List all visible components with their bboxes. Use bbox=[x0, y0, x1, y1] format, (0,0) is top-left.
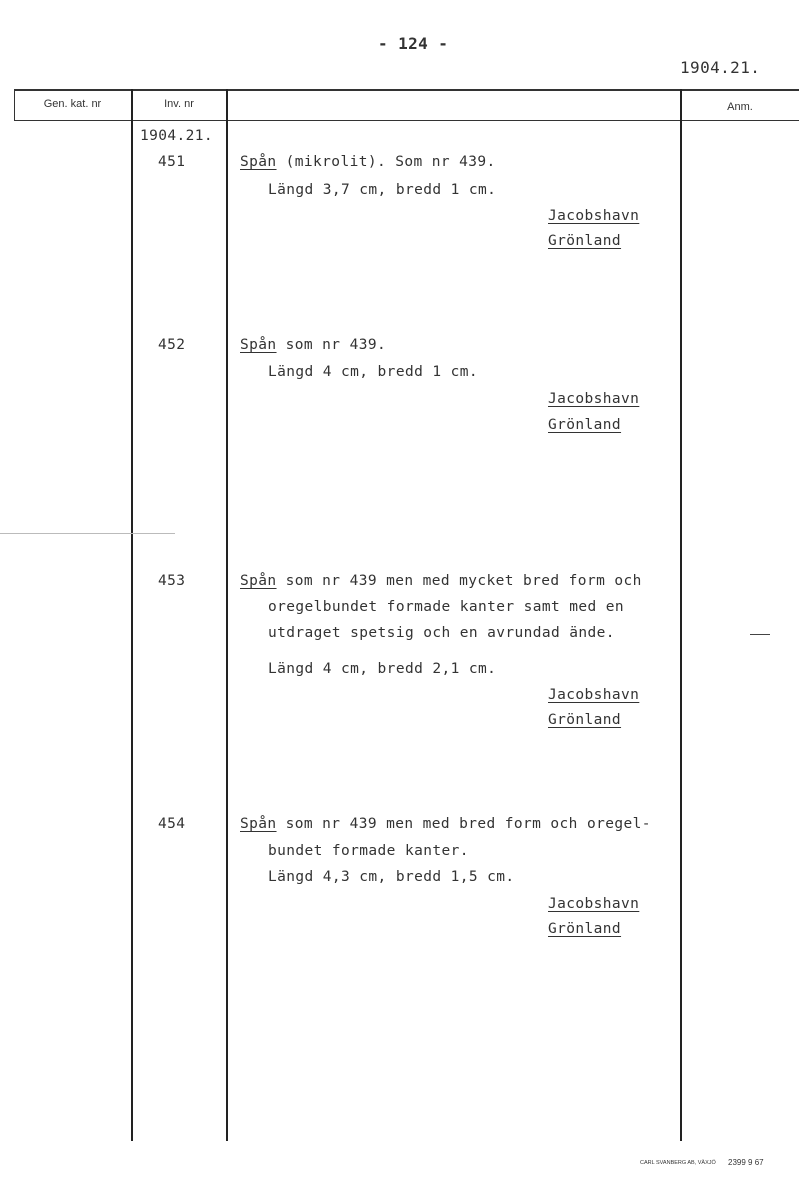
entry-453-place2: Grönland bbox=[548, 712, 622, 728]
entry-454-line1-text: som nr 439 men med bred form och oregel- bbox=[276, 816, 651, 832]
entry-453-line2: oregelbundet formade kanter samt med en bbox=[268, 599, 625, 615]
header-gen-kat-nr: Gen. kat. nr bbox=[43, 98, 102, 110]
page-number: - 124 - bbox=[378, 34, 449, 53]
footer-printer: CARL SVANBERG AB, VÄXJÖ bbox=[640, 1160, 716, 1166]
entry-453-line1-text: som nr 439 men med mycket bred form och bbox=[276, 573, 642, 589]
entry-452-line2: Längd 4 cm, bredd 1 cm. bbox=[268, 364, 478, 380]
entry-454-place2: Grönland bbox=[548, 921, 622, 937]
entry-454-line1 bbox=[240, 816, 651, 832]
year-code-row: 1904.21. bbox=[140, 128, 214, 144]
inv-nr-451: 451 bbox=[158, 154, 186, 170]
entry-453-line3: utdraget spetsig och en avrundad ände. bbox=[268, 625, 615, 641]
entry-454-line2: bundet formade kanter. bbox=[268, 843, 469, 859]
entry-451-heading: Spån bbox=[240, 154, 277, 170]
header-inv-nr: Inv. nr bbox=[164, 98, 194, 110]
year-code-top: 1904.21. bbox=[680, 58, 761, 77]
margin-mark-left bbox=[0, 533, 175, 534]
inv-nr-452: 452 bbox=[158, 337, 186, 353]
entry-453-heading: Spån bbox=[240, 573, 277, 589]
header-anm: Anm. bbox=[727, 101, 753, 113]
entry-452-place1: Jacobshavn bbox=[548, 391, 640, 407]
entry-452-line1 bbox=[240, 337, 386, 353]
inv-nr-453: 453 bbox=[158, 573, 186, 589]
entry-454-heading: Spån bbox=[240, 816, 277, 832]
entry-453-line4: Längd 4 cm, bredd 2,1 cm. bbox=[268, 661, 497, 677]
entry-454-line3: Längd 4,3 cm, bredd 1,5 cm. bbox=[268, 869, 515, 885]
entry-452-heading: Spån bbox=[240, 337, 277, 353]
header-description bbox=[227, 90, 680, 118]
entry-451-place2: Grönland bbox=[548, 233, 622, 249]
inv-nr-454: 454 bbox=[158, 816, 186, 832]
entry-453-place1: Jacobshavn bbox=[548, 687, 640, 703]
col-divider-3 bbox=[680, 89, 682, 1141]
entry-454-place1: Jacobshavn bbox=[548, 896, 640, 912]
entry-453-line1 bbox=[240, 573, 642, 589]
entry-451-line1-text: (mikrolit). Som nr 439. bbox=[276, 154, 496, 170]
entry-451-line1 bbox=[240, 154, 496, 170]
col-divider-1 bbox=[131, 89, 133, 1141]
col-divider-2 bbox=[226, 89, 228, 1141]
footer-code: 2399 9 67 bbox=[728, 1158, 764, 1167]
entry-451-place1: Jacobshavn bbox=[548, 208, 640, 224]
entry-451-line2: Längd 3,7 cm, bredd 1 cm. bbox=[268, 182, 497, 198]
margin-mark-anm bbox=[750, 634, 770, 635]
entry-452-place2: Grönland bbox=[548, 417, 622, 433]
entry-452-line1-text: som nr 439. bbox=[276, 337, 387, 353]
